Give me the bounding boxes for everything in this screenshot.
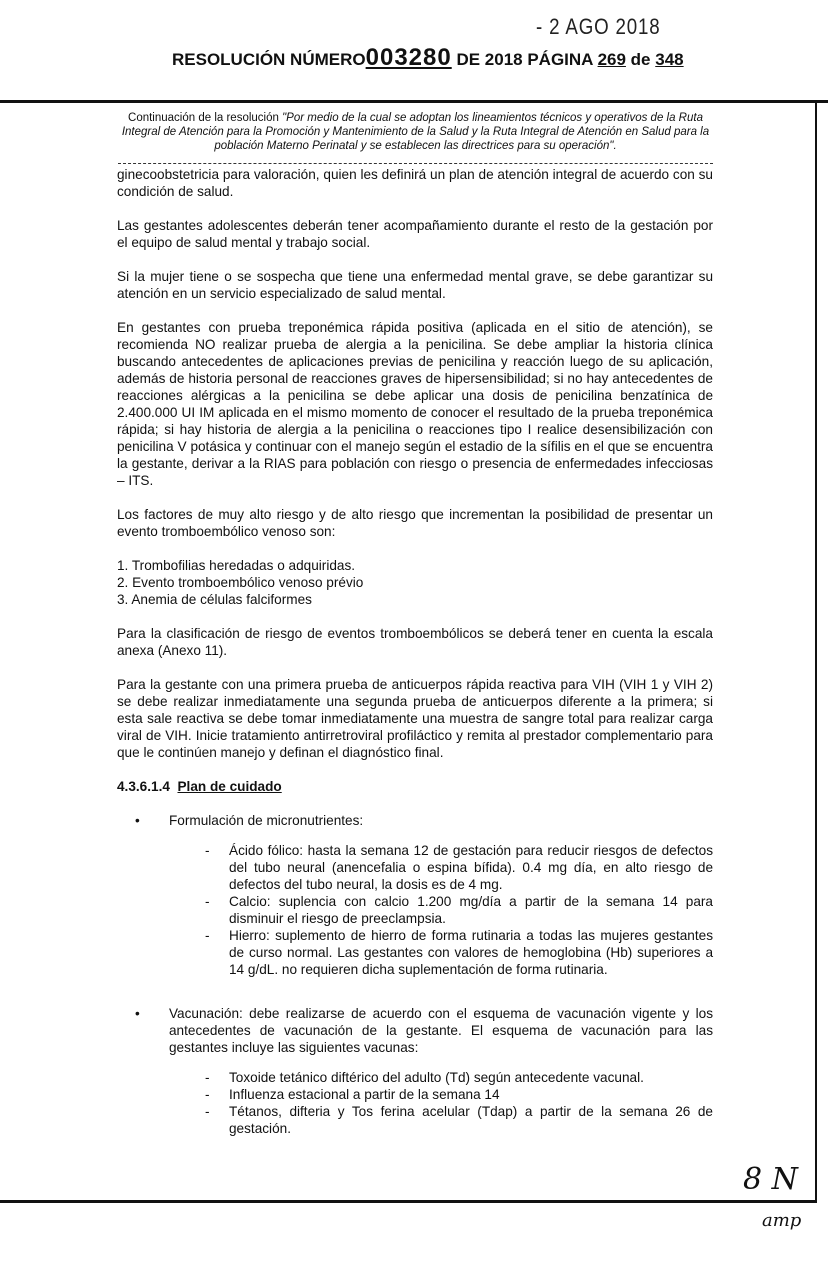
list-item: - Ácido fólico: hasta la semana 12 de gestación para reducir riesgos de defectos del tubo neural (anencefalia o espina bífida). 0.4 mg día, en alto riesgo de defectos del tubo neural, la dosis es de 4 mg. [229,842,713,893]
list-item: - Hierro: suplemento de hierro de forma rutinaria a todas las mujeres gestantes de curso normal. Las gestantes con valores de hemoglobina (Hb) superiores a 14 g/dL. no requieren dicha suplementación de forma rutinaria. [229,927,713,978]
initials-signature: 8 N [743,1162,798,1197]
footer-rule [0,1200,817,1203]
title-prefix: RESOLUCIÓN NÚMERO [172,50,366,69]
handwritten-signature: amp [762,1210,802,1231]
list-item: 1. Trombofilias heredadas o adquiridas. [117,558,356,573]
list-item: - Tétanos, difteria y Tos ferina acelular (Tdap) a partir de la semana 26 de gestación. [229,1103,713,1137]
date-stamp: - 2 AGO 2018 [536,14,661,39]
resolution-title [172,44,684,72]
vaccine-list [229,1069,713,1137]
list-item: - Calcio: suplencia con calcio 1.200 mg/día a partir de la semana 14 para disminuir el riesgo de preeclampsia. [229,893,713,927]
list-item: 3. Anemia de células falciformes [117,592,312,607]
section-heading [117,778,713,795]
paragraph: Si la mujer tiene o se sospecha que tiene una enfermedad mental grave, se debe garantizar su atención en un servicio especializado de salud mental. [117,269,713,301]
list-item: - Toxoide tetánico diftérico del adulto (Td) según antecedente vacunal. [229,1069,713,1086]
header-rule [0,100,828,103]
paragraph: Los factores de muy alto riesgo y de alto riesgo que incrementan la posibilidad de presentar un evento tromboembólico venoso son: [117,507,713,539]
page-number: 269 [597,50,626,69]
micronutrient-list [229,842,713,978]
of-label: de [630,50,651,69]
document-body [117,166,713,1154]
resolution-number: 003280 [365,44,452,71]
paragraph: Para la clasificación de riesgo de eventos tromboembólicos se deberá tener en cuenta la escala anexa (Anexo 11). [117,626,713,658]
paragraph: En gestantes con prueba treponémica rápida positiva (aplicada en el sitio de atención), se recomienda NO realizar prueba de alergia a la penicilina. Se debe ampliar la historia clínica buscando antecedentes de aplicaciones previas de penicilina y reacción luego de su aplicación, además de historia personal de reacciones graves de hipersensibilidad; si no hay antecedentes de reacciones alérgicas a la penicilina se debe aplicar una dosis de penicilina benzatínica de 2.400.000 UI IM aplicada en el mismo momento de conocer el resultado de la prueba treponémica rápida; si hay historia de alergia a la penicilina o reacciones tipo I realice desensibilización con penicilina V potásica y continuar con el manejo según el estadio de la sífilis en el que se encuentra la gestante, derivar a la RIAS para población con riesgo o presencia de enfermedades infecciosas – ITS. [117,320,713,488]
page-total: 348 [655,50,684,69]
bullet-vaccination: • Vacunación: debe realizarse de acuerdo con el esquema de vacunación vigente y los antecedentes de vacunación de la gestante. El esquema de vacunación para las gestantes incluye las siguientes vacunas: [135,1005,713,1056]
title-year: DE 2018 PÁGINA [456,50,593,69]
continuation-plain: Continuación de la resolución [128,112,283,124]
section-title: Plan de cuidado [177,779,282,794]
list-item: 2. Evento tromboembólico venoso prévio [117,575,364,590]
paragraph: Para la gestante con una primera prueba de anticuerpos rápida reactiva para VIH (VIH 1 y VIH 2) se debe realizar inmediatamente una segunda prueba de anticuerpos diferente a la primera; si esta sale reactiva se debe tomar inmediatamente una muestra de sangre total para realizar carga viral de VIH. Inicie tratamiento antirretroviral profiláctico y remita al prestador complementario para que le continúen manejo y definan el diagnóstico final. [117,677,713,760]
list-item: - Influenza estacional a partir de la semana 14 [229,1086,713,1103]
paragraph: ginecoobstetricia para valoración, quien les definirá un plan de atención integral de acuerdo con su condición de salud. [117,167,713,199]
bullet-micronutrients: • Formulación de micronutrientes: [135,812,713,829]
continuation-note [118,111,713,153]
dashed-divider [118,163,713,164]
right-border [815,100,817,1202]
section-number: 4.3.6.1.4 [117,779,170,794]
risk-list [117,557,713,608]
continuation-italic: "Por medio de la cual se adoptan los lineamientos técnicos y operativos de la Ruta Integral de Atención para la Promoción y Mantenimiento de la Salud y la Ruta Integral de Atención en Salud para la población Materno Perinatal y se establecen las directrices para su operación". [121,112,710,152]
paragraph: Las gestantes adolescentes deberán tener acompañamiento durante el resto de la gestación por el equipo de salud mental y trabajo social. [117,218,713,250]
